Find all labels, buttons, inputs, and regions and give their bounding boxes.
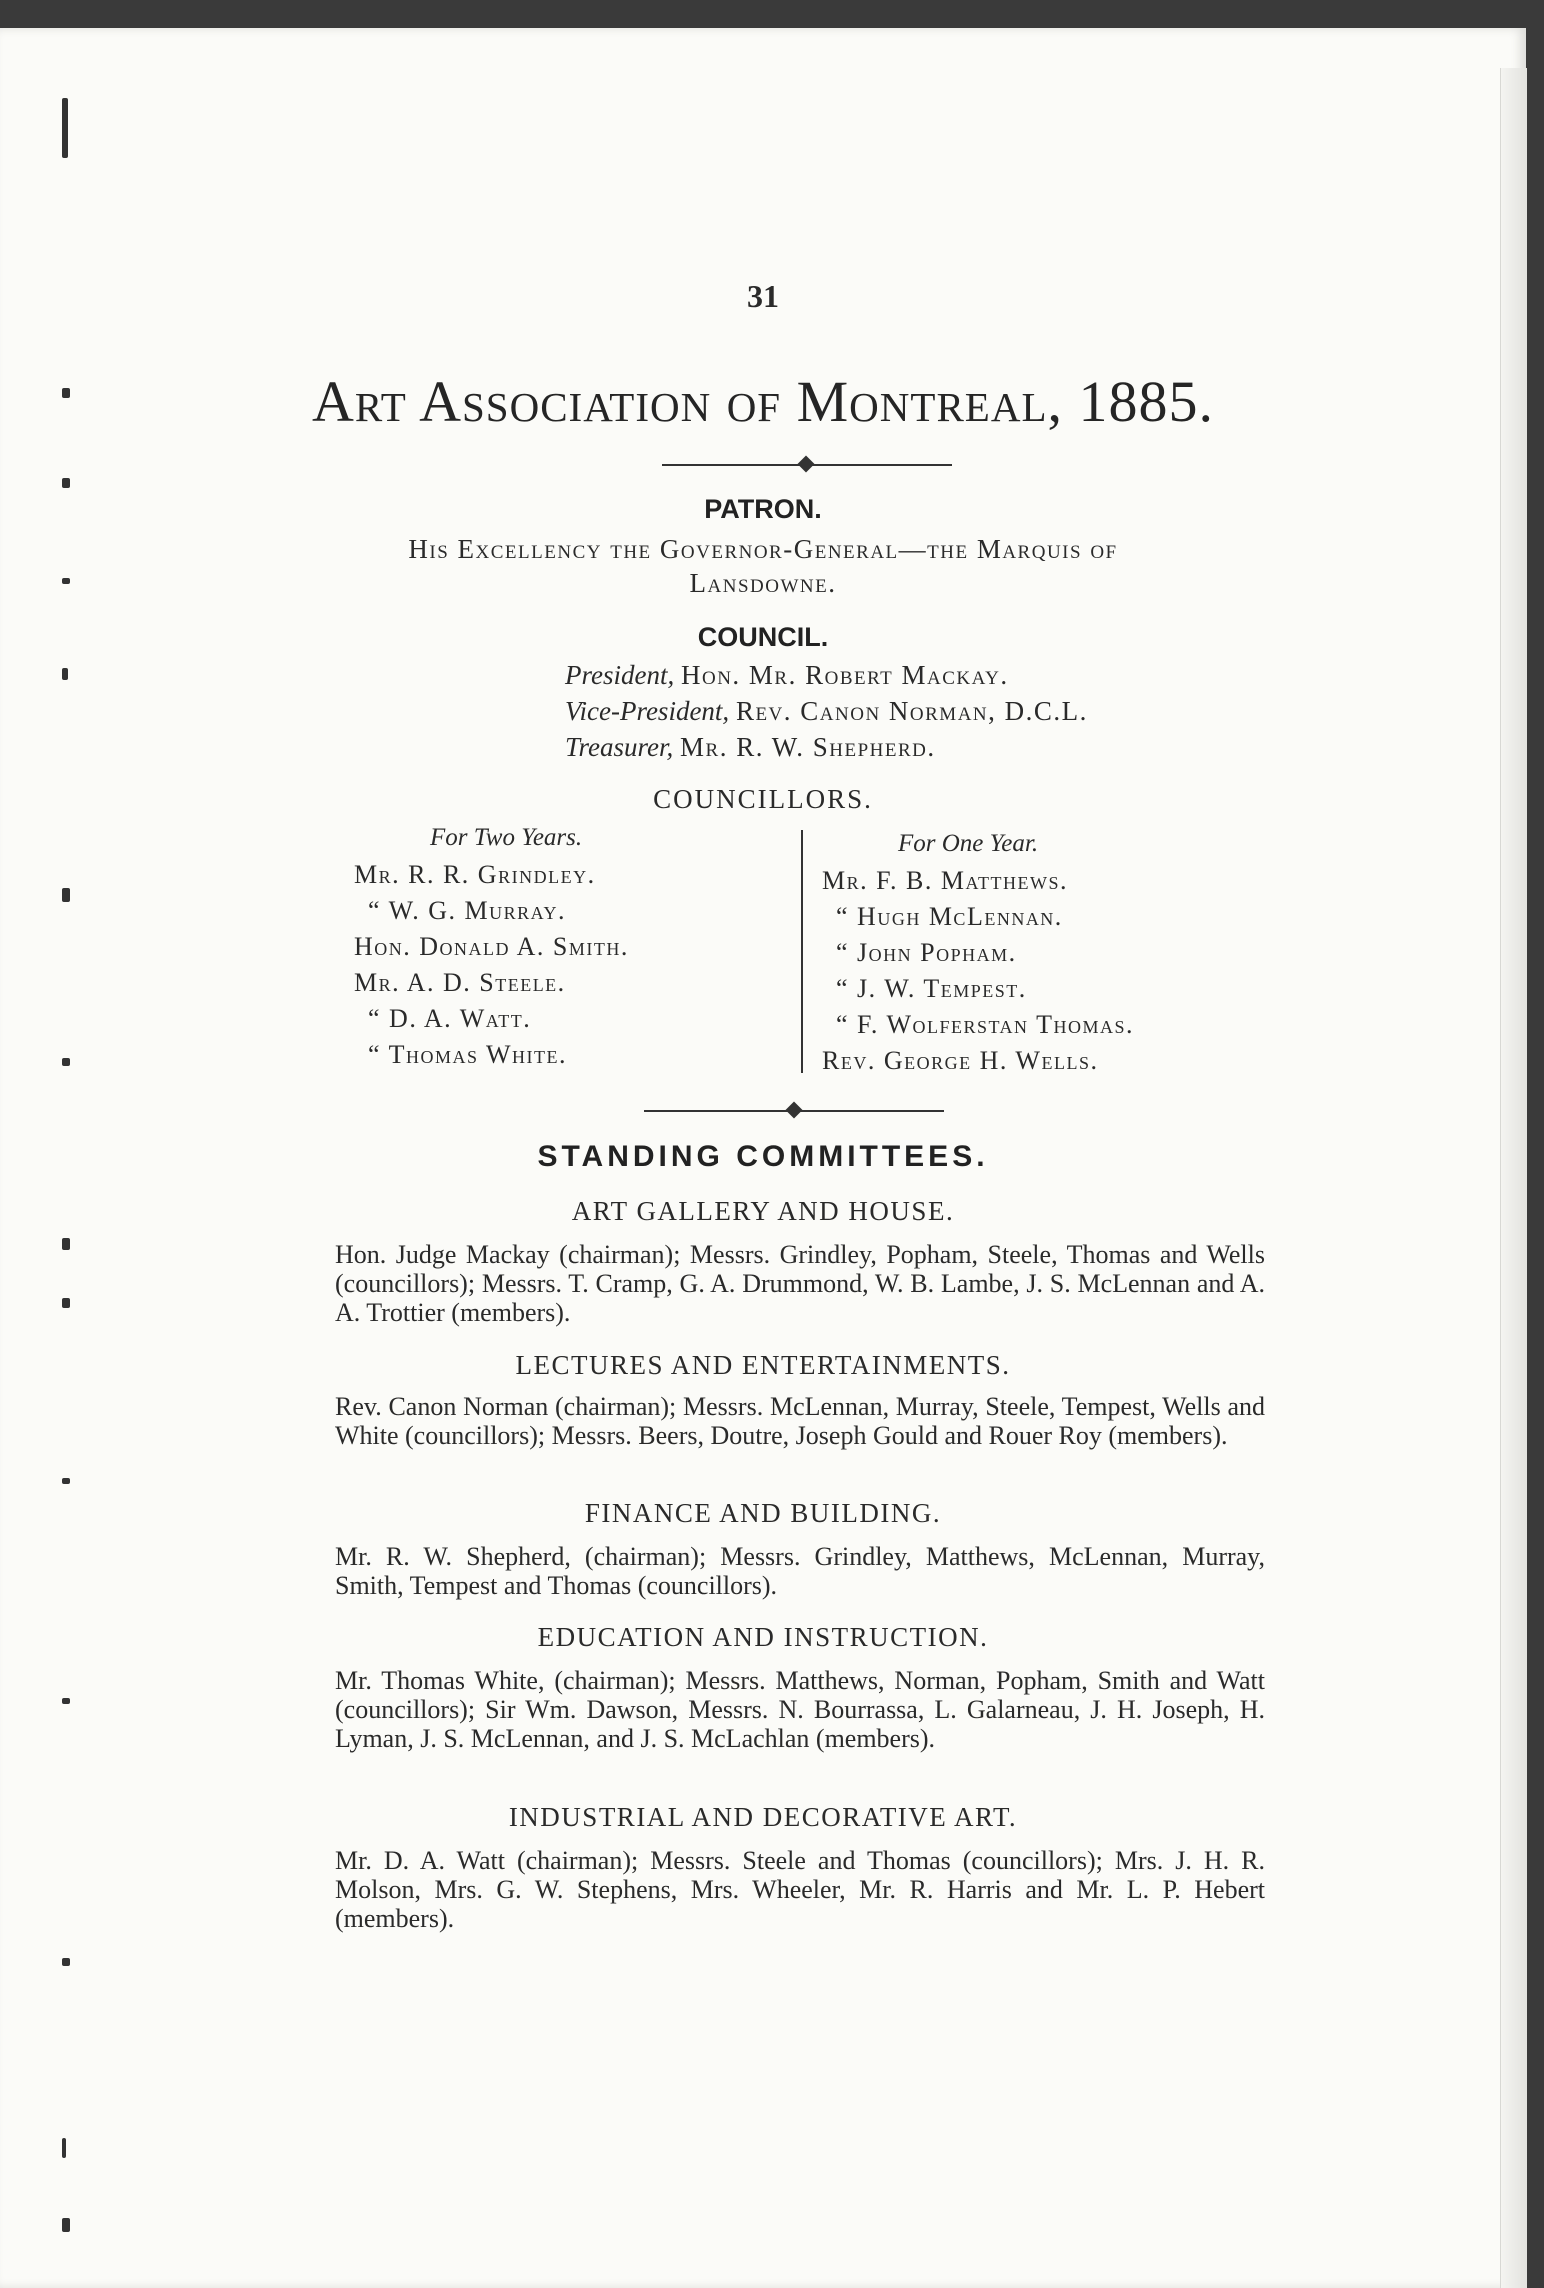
councillor-one-year: “ Hugh McLennan. [836, 902, 1063, 931]
patron-text [0, 532, 1526, 600]
committee-members [335, 1846, 1265, 1933]
committee-text: Hon. Judge Mackay (chairman); Messrs. Grindley, Popham, Steele, Thomas and Wells (councillors); Messrs. T. Cramp, G. A. Drummond, W. B. Lambe, J. S. McLennan and A. A. Trottier (members). [335, 1240, 1265, 1327]
council-name: Hon. Mr. Robert Mackay. [680, 660, 1009, 690]
committee-text: Mr. Thomas White, (chairman); Messrs. Matthews, Norman, Popham, Smith and Watt (councillors); Sir Wm. Dawson, Messrs. N. Bourrassa, L. Galarneau, J. H. Joseph, H. Lyman, J. S. McLennan, and J. S. McLachlan (members). [335, 1666, 1265, 1753]
one-year-heading: For One Year. [898, 830, 1039, 857]
page-title: Art Association of Montreal, 1885. [312, 369, 1214, 434]
council-heading: COUNCIL. [697, 622, 829, 652]
councillor-one-year: Rev. George H. Wells. [822, 1046, 1099, 1075]
councillor-one-year: Mr. F. B. Matthews. [822, 866, 1068, 895]
councillor-two-years: Hon. Donald A. Smith. [354, 932, 629, 961]
council-name: Rev. Canon Norman, D.C.L. [735, 696, 1088, 726]
council-member [565, 660, 1009, 691]
councillor-two-years: Mr. R. R. Grindley. [354, 860, 596, 889]
committee-text: Rev. Canon Norman (chairman); Messrs. McLennan, Murray, Steele, Tempest, Wells and White (councillors); Messrs. Beers, Doutre, Joseph Gould and Rouer Roy (members). [335, 1392, 1265, 1450]
councillor-one-year: “ F. Wolferstan Thomas. [836, 1010, 1134, 1039]
council-role: Treasurer, [565, 732, 674, 762]
councillor-one-year: “ J. W. Tempest. [836, 974, 1027, 1003]
committee-heading: ART GALLERY AND HOUSE. [571, 1196, 955, 1226]
council-name: Mr. R. W. Shepherd. [680, 732, 936, 762]
committee-heading: LECTURES AND ENTERTAINMENTS. [515, 1350, 1011, 1380]
committee-heading: EDUCATION AND INSTRUCTION. [537, 1622, 989, 1652]
committee-text: Mr. R. W. Shepherd, (chairman); Messrs. Grindley, Matthews, McLennan, Murray, Smith, Tempest and Thomas (councillors). [335, 1542, 1265, 1600]
councillor-two-years: “ Thomas White. [368, 1040, 568, 1069]
committee-heading: FINANCE AND BUILDING. [584, 1498, 942, 1528]
page-number: 31 [747, 278, 779, 314]
committee-text: Mr. D. A. Watt (chairman); Messrs. Steele and Thomas (councillors); Mrs. J. H. R. Molson, Mrs. G. W. Stephens, Mrs. Wheeler, Mr. R. Harris and Mr. L. P. Hebert (members). [335, 1846, 1265, 1933]
councillor-one-year: “ John Popham. [836, 938, 1017, 967]
committee-members [335, 1240, 1265, 1327]
councillor-two-years: Mr. A. D. Steele. [354, 968, 566, 997]
patron-heading: PATRON. [704, 494, 822, 524]
patron-line-1: His Excellency the Governor-General—the Marquis of [408, 534, 1118, 564]
councillors-heading: COUNCILLORS. [653, 784, 873, 814]
two-years-heading: For Two Years. [430, 824, 583, 851]
council-member [565, 696, 1088, 727]
committee-heading: INDUSTRIAL AND DECORATIVE ART. [508, 1802, 1018, 1832]
councillor-two-years: “ W. G. Murray. [368, 896, 566, 925]
council-member [565, 732, 936, 763]
standing-committees-heading: STANDING COMMITTEES. [537, 1140, 989, 1173]
committee-members [335, 1542, 1265, 1600]
councillor-two-years: “ D. A. Watt. [368, 1004, 532, 1033]
council-role: Vice-President, [565, 696, 730, 726]
committee-members [335, 1392, 1265, 1450]
patron-line-2: Lansdowne. [689, 568, 837, 598]
council-role: President, [565, 660, 675, 690]
committee-members [335, 1666, 1265, 1753]
column-divider [801, 830, 803, 1073]
